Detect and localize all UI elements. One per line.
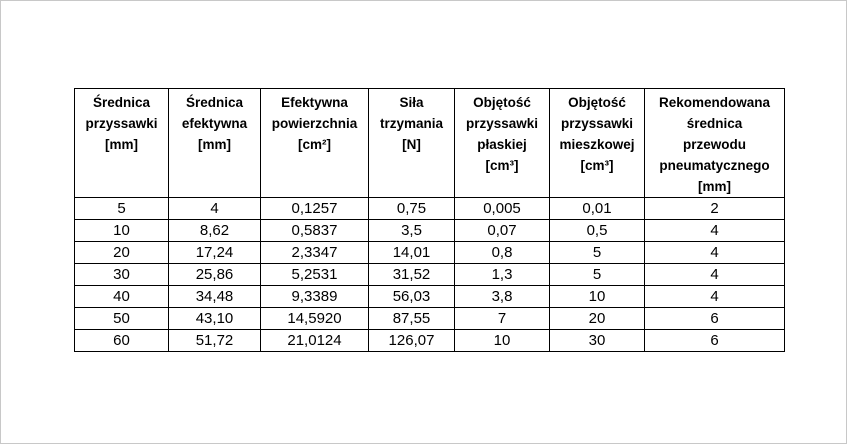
table-cell: 4 — [645, 286, 785, 308]
table-cell: 10 — [455, 330, 550, 352]
table-cell: 51,72 — [169, 330, 261, 352]
table-cell: 3,8 — [455, 286, 550, 308]
table-cell: 5 — [550, 264, 645, 286]
table-row — [75, 286, 785, 308]
table-cell: 10 — [75, 220, 169, 242]
table-cell: 4 — [645, 242, 785, 264]
header-flat-cup-volume: Objętość przyssawki płaskiej [cm³] — [455, 89, 550, 198]
header-effective-area: Efektywna powierzchnia [cm²] — [261, 89, 369, 198]
table-cell: 1,3 — [455, 264, 550, 286]
header-cup-diameter: Średnica przyssawki [mm] — [75, 89, 169, 198]
table-cell: 3,5 — [369, 220, 455, 242]
table-cell: 20 — [75, 242, 169, 264]
table-cell: 4 — [645, 220, 785, 242]
table-cell: 0,005 — [455, 198, 550, 220]
table-cell: 0,75 — [369, 198, 455, 220]
table-cell: 31,52 — [369, 264, 455, 286]
table-cell: 7 — [455, 308, 550, 330]
table-row — [75, 242, 785, 264]
table-cell: 4 — [645, 264, 785, 286]
table-cell: 6 — [645, 330, 785, 352]
table-cell: 56,03 — [369, 286, 455, 308]
table-cell: 43,10 — [169, 308, 261, 330]
table-cell: 9,3389 — [261, 286, 369, 308]
table-cell: 5 — [75, 198, 169, 220]
table-cell: 60 — [75, 330, 169, 352]
table-cell: 0,8 — [455, 242, 550, 264]
table-cell: 4 — [169, 198, 261, 220]
header-recommended-hose-diameter: Rekomendowana średnica przewodu pneumatycznego [mm] — [645, 89, 785, 198]
table-cell: 40 — [75, 286, 169, 308]
table-cell: 25,86 — [169, 264, 261, 286]
table-cell: 0,5837 — [261, 220, 369, 242]
table-row — [75, 220, 785, 242]
header-bellows-cup-volume: Objętość przyssawki mieszkowej [cm³] — [550, 89, 645, 198]
table-cell: 14,01 — [369, 242, 455, 264]
table-cell: 20 — [550, 308, 645, 330]
table-row — [75, 198, 785, 220]
table-row — [75, 330, 785, 352]
table-cell: 17,24 — [169, 242, 261, 264]
table-cell: 126,07 — [369, 330, 455, 352]
suction-cup-spec-table — [74, 88, 785, 352]
table-cell: 10 — [550, 286, 645, 308]
table-row — [75, 264, 785, 286]
table-cell: 30 — [75, 264, 169, 286]
table-cell: 6 — [645, 308, 785, 330]
table-cell: 21,0124 — [261, 330, 369, 352]
table-cell: 5,2531 — [261, 264, 369, 286]
table-cell: 30 — [550, 330, 645, 352]
table-cell: 8,62 — [169, 220, 261, 242]
table-cell: 14,5920 — [261, 308, 369, 330]
table-cell: 0,01 — [550, 198, 645, 220]
table-row — [75, 308, 785, 330]
table-cell: 5 — [550, 242, 645, 264]
table-cell: 50 — [75, 308, 169, 330]
header-effective-diameter: Średnica efektywna [mm] — [169, 89, 261, 198]
header-row — [75, 89, 785, 198]
table-cell: 2,3347 — [261, 242, 369, 264]
table-cell: 0,07 — [455, 220, 550, 242]
header-holding-force: Siła trzymania [N] — [369, 89, 455, 198]
table-cell: 2 — [645, 198, 785, 220]
table-cell: 87,55 — [369, 308, 455, 330]
table-cell: 0,1257 — [261, 198, 369, 220]
table-cell: 34,48 — [169, 286, 261, 308]
table-cell: 0,5 — [550, 220, 645, 242]
